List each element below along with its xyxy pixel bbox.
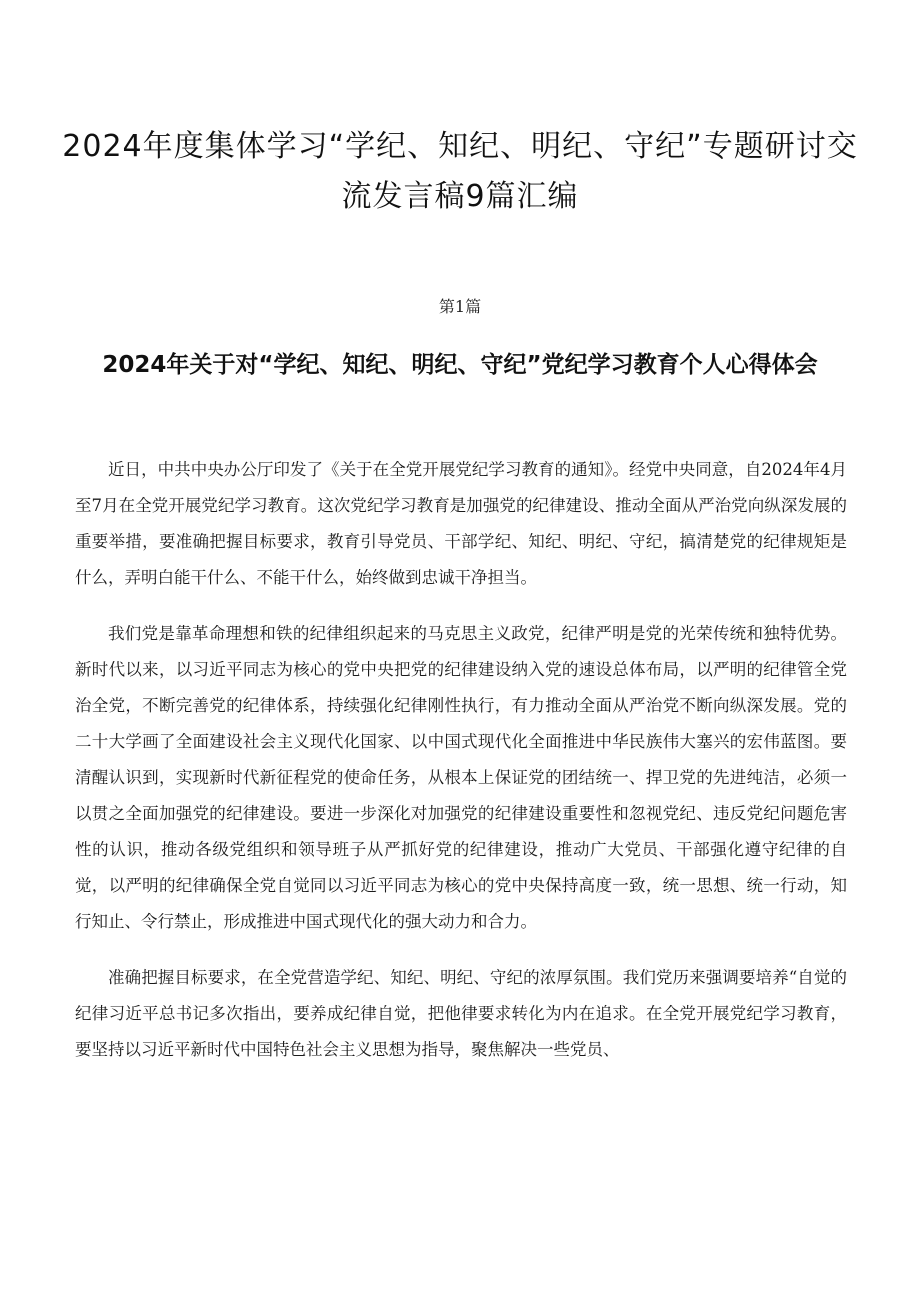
paragraph-1: 近日，中共中央办公厅印发了《关于在全党开展党纪学习教育的通知》。经党中央同意，自2024年4月至7月在全党开展党纪学习教育。这次党纪学习教育是加强党的纪律建设、推动全面从严治党向纵深发展的重要举措，要准确把握目标要求，教育引导党员、干部学纪、知纪、明纪、守纪，搞清楚党的纪律规矩是什么，弄明白能干什么、不能干什么，始终做到忠诚干净担当。 <box>75 460 847 587</box>
paragraph-2: 我们党是靠革命理想和铁的纪律组织起来的马克思主义政党，纪律严明是党的光荣传统和独特优势。新时代以来，以习近平同志为核心的党中央把党的纪律建设纳入党的速设总体布局，以严明的纪律管全党治全党，不断完善党的纪律体系，持续强化纪律刚性执行，有力推动全面从严治党不断向纵深发展。党的二十大学画了全面建设社会主义现代化国家、以中国式现代化全面推进中华民族伟大塞兴的宏伟蓝图。要清醒认识到，实现新时代新征程党的使命任务，从根本上保证党的团结统一、捍卫党的先进纯洁，必须一以贯之全面加强党的纪律建设。要进一步深化对加强党的纪律建设重要性和忽视党纪、违反党纪问题危害性的认识，推动各级党组织和领导班子从严抓好党的纪律建设，推动广大党员、干部强化遵守纪律的自觉，以严明的纪律确保全党自觉同以习近平同志为核心的党中央保持高度一致，统一思想、统一行动，知行知止、令行禁止，形成推进中国式现代化的强大动力和合力。 <box>75 624 847 931</box>
section-title: 2024年关于对“学纪、知纪、明纪、守纪”党纪学习教育个人心得体会 <box>102 352 818 378</box>
document-title: 2024年度集体学习“学纪、知纪、明纪、守纪”专题研讨交流发言稿9篇汇编 <box>62 129 858 214</box>
paragraph-3: 准确把握目标要求，在全党营造学纪、知纪、明纪、守纪的浓厚氛围。我们党历来强调要培养“自觉的纪律习近平总书记多次指出，要养成纪律自觉，把他律要求转化为内在追求。在全党开展党纪学习教育，要坚持以习近平新时代中国特色社会主义思想为指导，聚焦解决一些党员、 <box>75 968 847 1059</box>
document-body <box>75 452 847 1088</box>
section-label: 第1篇 <box>438 297 482 316</box>
